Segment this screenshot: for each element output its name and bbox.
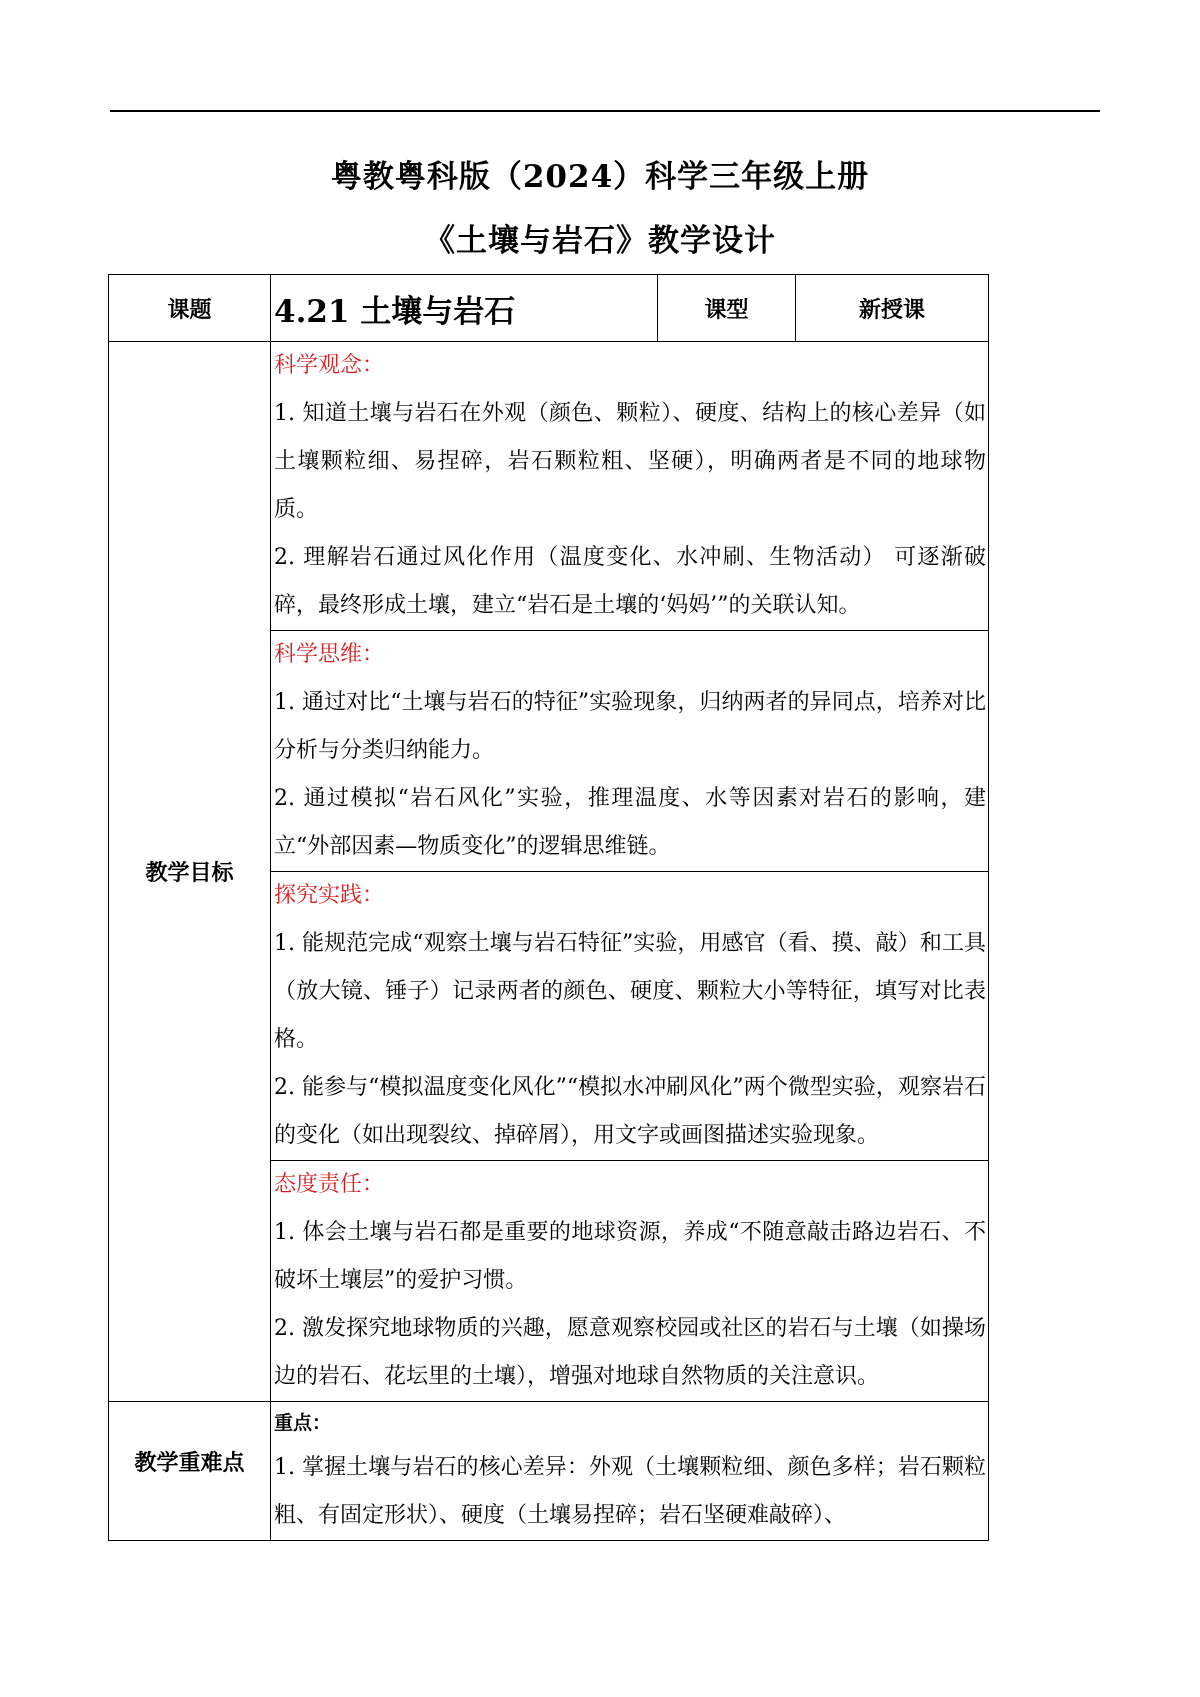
- key-points-label: 教学重难点: [109, 1402, 271, 1541]
- objective-item: 1. 通过对比“土壤与岩石的特征”实验现象，归纳两者的异同点，培养对比分析与分类归纳能力。: [274, 690, 986, 763]
- key-points-row: [109, 1402, 989, 1541]
- type-value: 新授课: [796, 275, 989, 342]
- objectives-row-concept: [109, 342, 989, 631]
- document-subtitle: 《土壤与岩石》教学设计: [424, 223, 776, 259]
- section-title-concept: 科学观念：: [274, 353, 385, 378]
- header-row: [109, 275, 989, 342]
- objective-section-attitude: [271, 1161, 989, 1402]
- key-point-item: 1. 掌握土壤与岩石的核心差异：外观（土壤颗粒细、颜色多样；岩石颗粒粗、有固定形状）、硬度（土壤易捏碎；岩石坚硬难敲碎）、: [274, 1455, 986, 1528]
- topic-value: 4.21 土壤与岩石: [271, 275, 658, 342]
- objective-section-concept: [271, 342, 989, 631]
- objective-section-thinking: [271, 631, 989, 872]
- document-title: 粤教粤科版（2024）科学三年级上册: [330, 159, 870, 195]
- objective-item: 2. 能参与“模拟温度变化风化”“模拟水冲刷风化”两个微型实验，观察岩石的变化（如出现裂纹、掉碎屑），用文字或画图描述实验现象。: [274, 1075, 986, 1148]
- objective-section-practice: [271, 872, 989, 1161]
- objective-item: 1. 体会土壤与岩石都是重要的地球资源，养成“不随意敲击路边岩石、不破坏土壤层”的爱护习惯。: [274, 1220, 986, 1293]
- objectives-label: 教学目标: [109, 342, 271, 1402]
- header-rule: [110, 110, 1100, 112]
- topic-label: 课题: [109, 275, 271, 342]
- lesson-plan-table: [108, 274, 989, 1541]
- objective-item: 1. 能规范完成“观察土壤与岩石特征”实验，用感官（看、摸、敲）和工具（放大镜、锤子）记录两者的颜色、硬度、颗粒大小等特征，填写对比表格。: [274, 931, 986, 1052]
- objective-item: 2. 激发探究地球物质的兴趣，愿意观察校园或社区的岩石与土壤（如操场边的岩石、花坛里的土壤），增强对地球自然物质的关注意识。: [274, 1316, 986, 1389]
- key-points-title: 重点：: [274, 1412, 332, 1434]
- key-points-content: [271, 1402, 989, 1541]
- section-title-practice: 探究实践：: [274, 883, 385, 908]
- objective-item: 1. 知道土壤与岩石在外观（颜色、颗粒）、硬度、结构上的核心差异（如土壤颗粒细、易捏碎，岩石颗粒粗、坚硬），明确两者是不同的地球物质。: [274, 401, 986, 522]
- objective-item: 2. 理解岩石通过风化作用（温度变化、水冲刷、生物活动） 可逐渐破碎，最终形成土壤，建立“岩石是土壤的‘妈妈’”的关联认知。: [274, 545, 986, 618]
- objective-item: 2. 通过模拟“岩石风化”实验，推理温度、水等因素对岩石的影响，建立“外部因素—物质变化”的逻辑思维链。: [274, 786, 986, 859]
- type-label: 课型: [658, 275, 796, 342]
- section-title-attitude: 态度责任：: [274, 1172, 385, 1197]
- section-title-thinking: 科学思维：: [274, 642, 385, 667]
